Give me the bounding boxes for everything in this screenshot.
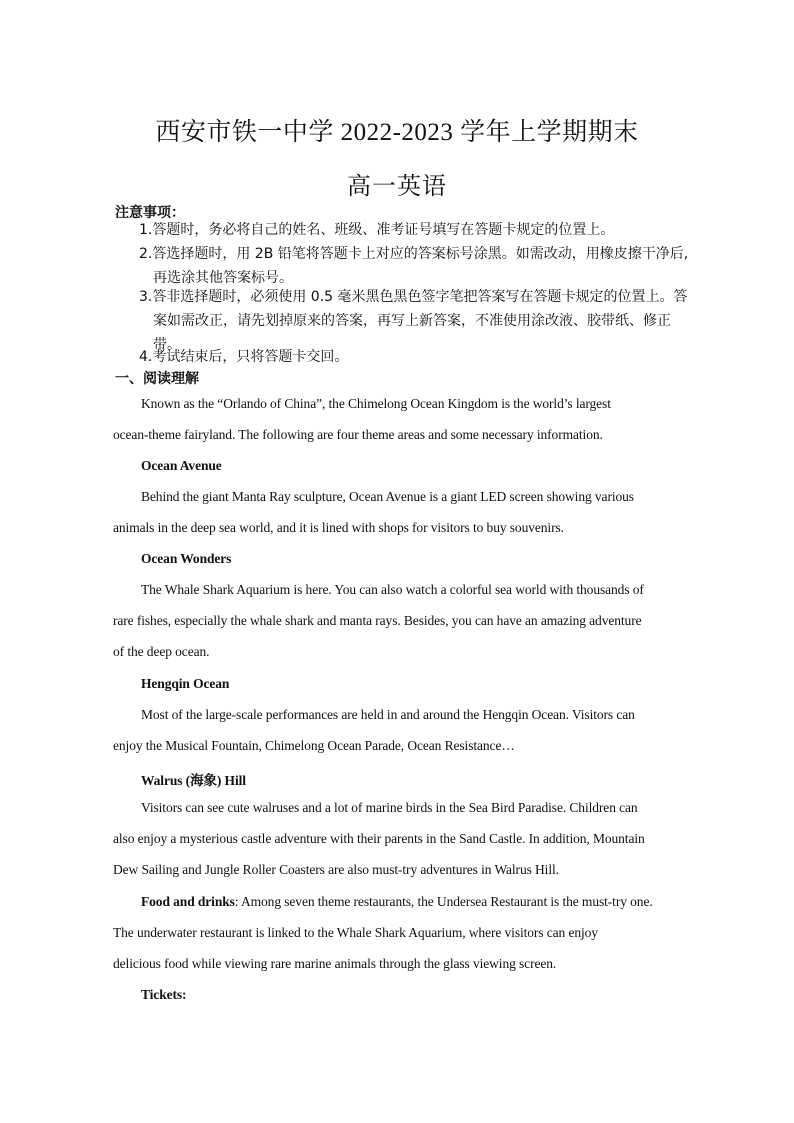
note-line: 带。 — [153, 337, 181, 353]
note-line: 案如需改正，请先划掉原来的答案，再写上新答案，不准使用涂改液、胶带纸、修正 — [153, 313, 671, 329]
note-line: 3.答非选择题时，必须使用 0.5 毫米黑色黑色签字笔把答案写在答题卡规定的位置上。答 — [139, 289, 688, 305]
note-item — [140, 242, 690, 290]
note-line: 1.答题时，务必将自己的姓名、班级、准考证号填写在答题卡规定的位置上。 — [139, 222, 615, 238]
passage-line: ocean-theme fairyland. The following are four theme areas and some necessary information. — [113, 427, 603, 442]
page-title: 西安市铁一中学 2022-2023 学年上学期期末 — [155, 119, 639, 146]
passage-line: The Whale Shark Aquarium is here. You can also watch a colorful sea world with thousands of — [141, 582, 644, 597]
section-heading: 一、阅读理解 — [115, 371, 199, 387]
page-subtitle: 高一英语 — [347, 174, 447, 200]
notes-heading: 注意事项： — [115, 205, 185, 221]
passage-line: Known as the “Orlando of China”, the Chimelong Ocean Kingdom is the world’s largest — [141, 396, 611, 411]
area-heading: Ocean Wonders — [141, 551, 232, 566]
passage-line: animals in the deep sea world, and it is lined with shops for visitors to buy souvenirs. — [113, 520, 564, 535]
passage-line: Visitors can see cute walruses and a lot of marine birds in the Sea Bird Paradise. Children can — [141, 800, 638, 815]
passage-line: enjoy the Musical Fountain, Chimelong Ocean Parade, Ocean Resistance… — [113, 738, 515, 753]
passage-line — [141, 894, 653, 910]
note-item — [140, 345, 690, 369]
note-line: 2.答选择题时，用 2B 铅笔将答题卡上对应的答案标号涂黑。如需改动，用橡皮擦干净后, — [139, 246, 689, 262]
passage-line: Most of the large-scale performances are held in and around the Hengqin Ocean. Visitors can — [141, 707, 635, 722]
food-label: Food and drinks — [141, 894, 235, 909]
passage-line: Dew Sailing and Jungle Roller Coasters are also must-try adventures in Walrus Hill. — [113, 862, 559, 877]
area-heading: Ocean Avenue — [141, 458, 222, 473]
area-heading: Walrus (海象) Hill — [141, 773, 246, 788]
passage-line: Behind the giant Manta Ray sculpture, Ocean Avenue is a giant LED screen showing various — [141, 489, 634, 504]
passage-line: of the deep ocean. — [113, 644, 210, 659]
area-heading: Hengqin Ocean — [141, 676, 230, 691]
passage-line: also enjoy a mysterious castle adventure with their parents in the Sand Castle. In addition, Mountain — [113, 831, 645, 846]
passage-line: The underwater restaurant is linked to the Whale Shark Aquarium, where visitors can enjoy — [113, 925, 598, 940]
tickets-heading: Tickets: — [141, 987, 187, 1002]
note-item — [140, 218, 690, 242]
passage-line: rare fishes, especially the whale shark and manta rays. Besides, you can have an amazing adventure — [113, 613, 642, 628]
note-line: 再选涂其他答案标号。 — [153, 270, 293, 286]
note-line: 4.考试结束后，只将答题卡交回。 — [139, 349, 349, 365]
passage-line: delicious food while viewing rare marine animals through the glass viewing screen. — [113, 956, 557, 971]
food-text: : Among seven theme restaurants, the Undersea Restaurant is the must-try one. — [234, 894, 653, 909]
